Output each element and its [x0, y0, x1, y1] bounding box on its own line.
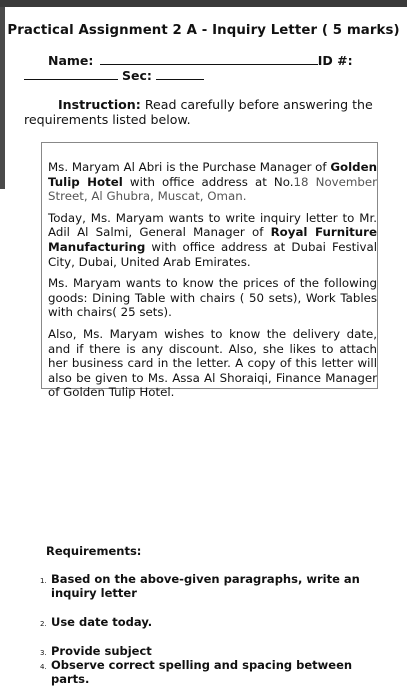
- requirement-item: 2. Use date today.: [40, 615, 153, 629]
- requirement-item: 3. Provide subject: [40, 644, 152, 658]
- assignment-title: Practical Assignment 2 A - Inquiry Letter ( 5 marks): [7, 23, 400, 38]
- sec-label: Sec:: [122, 68, 152, 83]
- case-paragraph-4: Also, Ms. Maryam wishes to know the delivery date, and if there is any discount. Also, she likes to attach her business card in the letter. A copy of this letter will also be given to Ms. Assa Al Shoraiqi, Finance Manager of Golden Tulip Hotel.: [48, 326, 377, 400]
- requirement-item: 4. Observe correct spelling and spacing between parts.: [40, 658, 353, 686]
- instruction-text: [24, 97, 376, 127]
- instruction-label: Instruction:: [58, 97, 141, 112]
- requirements-heading: Requirements:: [46, 544, 142, 558]
- top-dark-bar: [0, 0, 407, 7]
- id-label: ID #:: [317, 53, 353, 68]
- id-blank-line: [24, 69, 118, 80]
- case-paragraph-1: Ms. Maryam Al Abri is the Purchase Manager of Golden Tulip Hotel with office address at No.18 November Street, Al Ghubra, Muscat, Oman.: [48, 160, 377, 204]
- case-paragraph-3: Ms. Maryam wants to know the prices of the following goods: Dining Table with chairs ( 50 sets), Work Tables with chairs( 25 sets).: [48, 276, 377, 320]
- name-label: Name:: [48, 53, 94, 68]
- instruction-body: Read carefully before answering the requirements listed below.: [24, 97, 373, 127]
- name-id-row: [48, 53, 353, 68]
- case-paragraph-2: Today, Ms. Maryam wants to write inquiry letter to Mr. Adil Al Salmi, General Manager of Royal Furniture Manufacturing with office address at Dubai Festival City, Dubai, United Arab Emirates.: [48, 210, 377, 269]
- requirement-item: 1. Based on the above-given paragraphs, write an inquiry letter: [40, 572, 360, 600]
- case-scenario: [48, 160, 377, 407]
- section-row: [24, 68, 204, 83]
- sec-blank-line: [156, 69, 204, 80]
- name-blank-line: [100, 54, 318, 65]
